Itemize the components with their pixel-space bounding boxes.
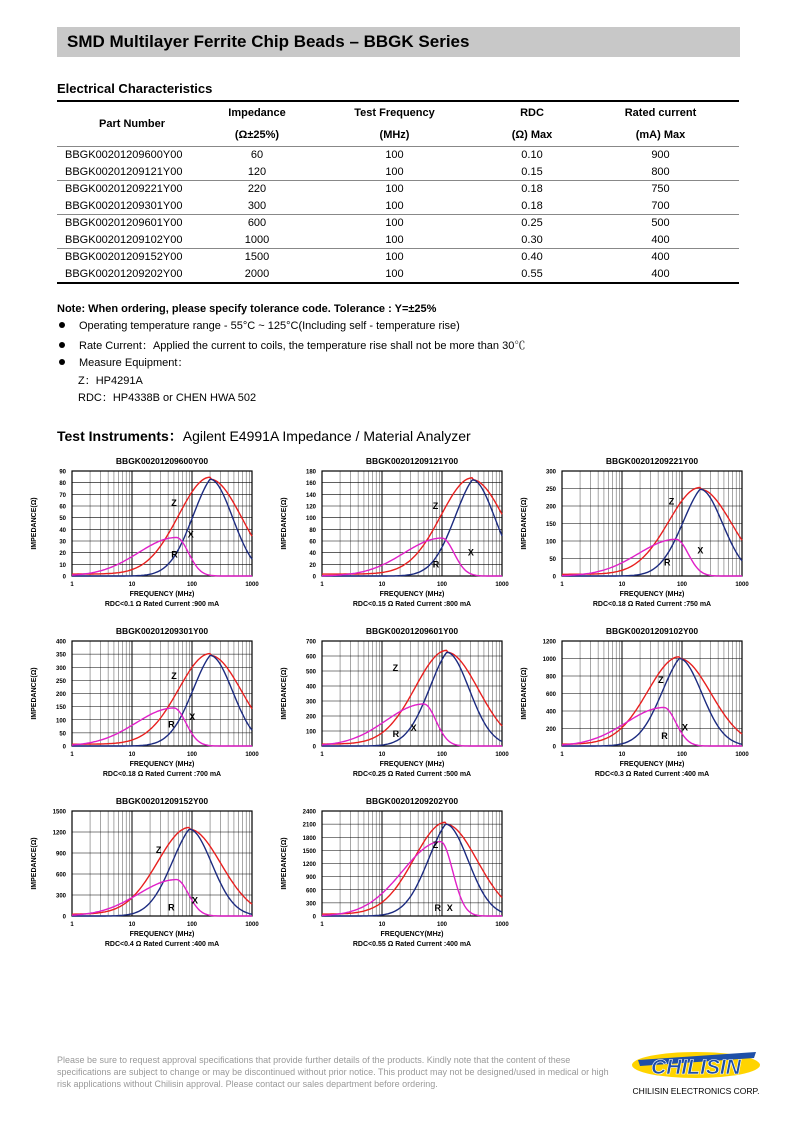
table-row xyxy=(57,266,739,284)
section-title-electrical: Electrical Characteristics xyxy=(57,81,213,96)
bullet-dot xyxy=(59,342,65,348)
y-axis-label: IMPEDANCE(Ω) xyxy=(281,837,288,890)
chart-title: BBGK00201209102Y00 xyxy=(605,626,699,636)
cell-rdc: 0.10 xyxy=(521,149,543,162)
y-tick-label: 1200 xyxy=(302,862,316,868)
chart-title: BBGK00201209202Y00 xyxy=(365,796,459,806)
series-label-z: Z xyxy=(171,671,177,682)
series-label-z: Z xyxy=(171,498,177,508)
x-axis-label: FREQUENCY (MHz) xyxy=(619,591,685,598)
y-tick-label: 900 xyxy=(55,851,66,858)
x-axis-label: FREQUENCY (MHz) xyxy=(379,761,445,768)
cell-freq: 100 xyxy=(307,181,482,198)
col-part-number: Part Number xyxy=(57,101,207,147)
y-tick-label: 800 xyxy=(545,674,556,681)
impedance-chart xyxy=(20,796,270,966)
y-tick-label: 400 xyxy=(545,709,556,716)
x-tick-label: 1 xyxy=(320,922,324,928)
ordering-note: Note: When ordering, please specify tolerance code. Tolerance : Y=±25% xyxy=(57,303,437,315)
impedance-chart xyxy=(20,456,270,626)
chart-title: BBGK00201209600Y00 xyxy=(115,456,209,466)
y-tick-label: 90 xyxy=(59,469,66,476)
x-tick-label: 1000 xyxy=(735,752,749,758)
y-tick-label: 1200 xyxy=(52,830,66,837)
bullet-temperature xyxy=(57,320,460,332)
series-label-x: X xyxy=(446,902,453,913)
cell-imp: 2000 xyxy=(207,266,307,284)
page-title: SMD Multilayer Ferrite Chip Beads – BBGK Series xyxy=(57,27,740,57)
col-frequency: Test Frequency xyxy=(307,101,482,124)
y-tick-label: 0 xyxy=(312,914,316,921)
y-tick-label: 80 xyxy=(309,527,316,534)
test-instruments-label: Test Instruments： xyxy=(57,428,183,444)
impedance-chart xyxy=(510,626,760,796)
y-tick-label: 0 xyxy=(312,744,316,751)
chart-svg xyxy=(510,626,760,796)
x-tick-label: 10 xyxy=(618,582,626,588)
chart-svg xyxy=(20,626,270,796)
col-frequency-unit: (MHz) xyxy=(307,124,482,147)
y-tick-label: 40 xyxy=(309,551,316,558)
cell-cur: 400 xyxy=(582,249,739,266)
x-tick-label: 100 xyxy=(436,752,448,758)
company-logo xyxy=(626,1048,766,1098)
y-axis-label: IMPEDANCE(Ω) xyxy=(31,497,38,550)
y-tick-label: 2100 xyxy=(302,822,316,829)
chart-caption: RDC<0.15 Ω Rated Current :800 mA xyxy=(352,601,472,608)
y-tick-label: 20 xyxy=(59,551,66,558)
x-tick-label: 100 xyxy=(436,582,448,588)
series-label-x: X xyxy=(189,711,196,722)
cell-rdc: 0.15 xyxy=(521,165,543,178)
cell-part: BBGK00201209600Y00 xyxy=(65,149,183,162)
x-tick-label: 1000 xyxy=(245,752,259,758)
y-tick-label: 1200 xyxy=(542,639,556,646)
y-tick-label: 0 xyxy=(62,744,66,751)
y-tick-label: 200 xyxy=(305,714,316,721)
y-tick-label: 200 xyxy=(545,504,556,511)
x-tick-label: 1000 xyxy=(245,582,259,588)
series-label-r: R xyxy=(432,559,440,570)
col-current: Rated current xyxy=(582,101,739,124)
series-label-r: R xyxy=(663,557,671,568)
y-tick-label: 100 xyxy=(55,718,66,725)
x-tick-label: 1000 xyxy=(495,922,509,928)
impedance-chart xyxy=(270,456,520,626)
x-tick-label: 1 xyxy=(320,582,324,588)
chart-caption: RDC<0.4 Ω Rated Current :400 mA xyxy=(104,941,220,948)
y-tick-label: 100 xyxy=(305,516,316,523)
chart-svg xyxy=(270,456,520,626)
series-label-r: R xyxy=(168,719,175,730)
y-tick-label: 2400 xyxy=(302,809,316,816)
y-tick-label: 900 xyxy=(305,875,316,882)
x-tick-label: 10 xyxy=(378,582,386,588)
y-axis-label: IMPEDANCE(Ω) xyxy=(281,497,288,550)
cell-freq: 100 xyxy=(385,199,404,212)
cell-rdc: 0.55 xyxy=(482,266,582,284)
plot-frame xyxy=(322,471,502,576)
y-tick-label: 300 xyxy=(55,665,66,672)
x-axis-label: FREQUENCY (MHz) xyxy=(619,761,685,768)
cell-part: BBGK00201209152Y00 xyxy=(57,249,207,266)
cell-rdc: 0.25 xyxy=(482,215,582,232)
curve-z xyxy=(322,478,502,574)
chart-title: BBGK00201209301Y00 xyxy=(115,626,209,636)
cell-part: BBGK00201209121Y00 xyxy=(65,165,183,178)
curve-x xyxy=(72,829,252,916)
series-label-z: Z xyxy=(432,500,439,511)
series-label-r: R xyxy=(168,902,175,913)
y-tick-label: 350 xyxy=(55,652,66,659)
curve-z xyxy=(72,477,252,574)
chart-title: BBGK00201209601Y00 xyxy=(365,626,459,636)
cell-cur: 800 xyxy=(651,165,670,178)
series-label-z: Z xyxy=(155,845,162,855)
y-tick-label: 600 xyxy=(55,872,66,879)
y-tick-label: 50 xyxy=(549,557,556,563)
bullet-text: Operating temperature range - 55°C ~ 125°C(Including self - temperature rise) xyxy=(79,320,460,332)
y-tick-label: 0 xyxy=(552,574,556,581)
y-tick-label: 60 xyxy=(309,539,316,546)
col-rdc: RDC xyxy=(482,101,582,124)
y-tick-label: 0 xyxy=(62,914,66,921)
cell-imp: 600 xyxy=(207,215,307,232)
cell-imp: 1000 xyxy=(244,233,270,246)
x-tick-label: 100 xyxy=(676,582,688,588)
cell-freq: 100 xyxy=(307,249,482,266)
y-tick-label: 400 xyxy=(55,639,66,646)
curve-x xyxy=(72,479,252,576)
cell-freq: 100 xyxy=(307,215,482,232)
curve-z xyxy=(562,488,742,575)
x-tick-label: 100 xyxy=(186,752,198,758)
chart-caption: RDC<0.3 Ω Rated Current :400 mA xyxy=(594,771,710,778)
y-tick-label: 0 xyxy=(62,574,66,581)
curve-z xyxy=(562,657,742,744)
y-tick-label: 600 xyxy=(305,654,316,661)
curve-x xyxy=(72,656,252,747)
logo-wordmark: CHILISIN xyxy=(651,1056,741,1079)
bullet-text: Measure Equipment： xyxy=(79,357,189,369)
x-tick-label: 1 xyxy=(70,582,74,588)
impedance-chart xyxy=(510,456,760,626)
x-tick-label: 100 xyxy=(186,922,198,928)
y-tick-label: 0 xyxy=(312,574,316,581)
cell-part: BBGK00201209102Y00 xyxy=(65,233,183,246)
company-name: CHILISIN ELECTRONICS CORP. xyxy=(632,1086,760,1096)
y-tick-label: 150 xyxy=(55,705,66,712)
col-current-unit: (mA) Max xyxy=(582,124,739,147)
plot-frame xyxy=(72,811,252,916)
y-tick-label: 700 xyxy=(305,639,316,646)
cell-part: BBGK00201209221Y00 xyxy=(57,181,207,198)
series-label-x: X xyxy=(187,529,194,540)
y-tick-label: 150 xyxy=(545,522,556,528)
cell-imp: 300 xyxy=(247,199,267,212)
cell-part: BBGK00201209601Y00 xyxy=(57,215,207,232)
y-tick-label: 1000 xyxy=(542,657,556,663)
y-tick-label: 50 xyxy=(59,516,66,523)
series-label-x: X xyxy=(697,545,704,556)
x-tick-label: 100 xyxy=(676,752,688,758)
cell-rdc: 0.30 xyxy=(521,233,543,246)
y-tick-label: 40 xyxy=(59,527,66,534)
x-tick-label: 10 xyxy=(618,752,626,758)
chart-svg xyxy=(270,626,520,796)
y-tick-label: 500 xyxy=(305,669,316,676)
y-tick-label: 60 xyxy=(59,504,66,511)
cell-cur: 400 xyxy=(651,233,670,246)
cell-rdc: 0.18 xyxy=(521,199,543,212)
cell-rdc: 0.18 xyxy=(482,181,582,198)
table-row xyxy=(57,198,739,215)
table-row xyxy=(57,249,739,266)
series-label-r: R xyxy=(434,902,442,913)
y-tick-label: 1500 xyxy=(52,809,66,816)
x-tick-label: 10 xyxy=(378,922,386,928)
y-tick-label: 160 xyxy=(305,481,316,488)
series-label-z: Z xyxy=(658,675,664,685)
table-row xyxy=(57,215,739,232)
equipment-rdc: RDC：HP4338B or CHEN HWA 502 xyxy=(78,392,257,404)
col-impedance-unit: (Ω±25%) xyxy=(207,124,307,147)
chart-caption: RDC<0.25 Ω Rated Current :500 mA xyxy=(352,771,472,778)
chart-svg xyxy=(510,456,760,626)
x-axis-label: FREQUENCY (MHz) xyxy=(129,931,195,938)
y-tick-label: 400 xyxy=(305,684,316,691)
y-tick-label: 100 xyxy=(545,539,556,546)
impedance-chart xyxy=(270,626,520,796)
chart-svg xyxy=(270,796,520,966)
y-axis-label: IMPEDANCE(Ω) xyxy=(521,667,528,720)
chart-caption: RDC<0.18 Ω Rated Current :750 mA xyxy=(592,601,712,608)
chart-title: BBGK00201209121Y00 xyxy=(365,456,459,466)
x-axis-label: FREQUENCY (MHz) xyxy=(379,591,445,598)
curve-z xyxy=(322,822,502,914)
chilisin-logo xyxy=(626,1048,766,1098)
y-tick-label: 10 xyxy=(59,562,66,569)
x-tick-label: 100 xyxy=(436,922,448,928)
series-label-z: Z xyxy=(432,840,439,851)
x-tick-label: 1000 xyxy=(495,752,509,758)
curve-r xyxy=(322,842,502,916)
y-tick-label: 140 xyxy=(305,492,316,499)
y-tick-label: 70 xyxy=(59,492,66,499)
series-label-r: R xyxy=(661,731,668,741)
cell-freq: 100 xyxy=(307,266,482,284)
y-tick-label: 100 xyxy=(305,729,316,736)
series-label-z: Z xyxy=(668,496,675,507)
y-tick-label: 50 xyxy=(59,731,66,738)
test-instruments-value: Agilent E4991A Impedance / Material Analyzer xyxy=(182,428,471,444)
curve-x xyxy=(562,489,742,576)
series-label-r: R xyxy=(392,729,400,739)
cell-imp: 220 xyxy=(207,181,307,198)
y-tick-label: 30 xyxy=(59,539,66,546)
impedance-chart xyxy=(270,796,520,966)
series-label-x: X xyxy=(410,723,417,733)
x-axis-label: FREQUENCY(MHz) xyxy=(380,931,444,938)
chart-title: BBGK00201209221Y00 xyxy=(605,456,699,466)
test-instruments xyxy=(57,426,471,446)
cell-imp: 60 xyxy=(250,149,264,162)
cell-cur: 400 xyxy=(582,266,739,284)
cell-freq: 100 xyxy=(385,233,404,246)
cell-cur: 900 xyxy=(651,149,670,162)
y-tick-label: 200 xyxy=(545,727,556,733)
table-row xyxy=(57,232,739,249)
series-label-x: X xyxy=(192,895,199,906)
x-axis-label: FREQUENCY (MHz) xyxy=(129,591,195,598)
impedance-chart xyxy=(20,626,270,796)
col-impedance: Impedance xyxy=(207,101,307,124)
y-axis-label: IMPEDANCE(Ω) xyxy=(31,837,38,890)
table-row xyxy=(57,181,739,198)
series-label-z: Z xyxy=(392,663,399,673)
chart-svg xyxy=(20,456,270,626)
x-axis-label: FREQUENCY (MHz) xyxy=(129,761,195,768)
equipment-z: Z：HP4291A xyxy=(78,375,143,387)
x-tick-label: 1 xyxy=(560,582,564,588)
table-row xyxy=(57,147,739,164)
x-tick-label: 1 xyxy=(70,752,74,758)
y-tick-label: 600 xyxy=(305,888,316,895)
x-tick-label: 10 xyxy=(128,922,136,928)
x-tick-label: 10 xyxy=(378,752,386,758)
cell-freq: 100 xyxy=(385,165,404,178)
x-tick-label: 10 xyxy=(128,752,136,758)
y-tick-label: 300 xyxy=(545,469,556,476)
bullet-equipment xyxy=(57,354,188,370)
series-label-x: X xyxy=(682,722,689,733)
x-tick-label: 1000 xyxy=(495,582,509,588)
y-tick-label: 300 xyxy=(305,901,316,908)
chart-title: BBGK00201209152Y00 xyxy=(115,796,209,806)
cell-rdc: 0.40 xyxy=(482,249,582,266)
x-tick-label: 1 xyxy=(70,922,74,928)
table-row xyxy=(57,164,739,181)
y-tick-label: 200 xyxy=(55,692,66,698)
bullet-text: Rate Current：Applied the current to coils, the temperature rise shall not be more than 30℃ xyxy=(79,340,526,352)
footer-disclaimer: Please be sure to request approval specifications that provide further details of the products. Kindly note that the content of these specifications are subject to change or may be discontinued without prior notice. This product may not be designed/used in medical or high risk applications without Chilisin approval. Please contact our sales department before ordering. xyxy=(57,1055,609,1089)
cell-imp: 120 xyxy=(247,165,267,178)
x-tick-label: 100 xyxy=(186,582,198,588)
y-tick-label: 180 xyxy=(305,469,316,476)
chart-caption: RDC<0.55 Ω Rated Current :400 mA xyxy=(352,941,472,948)
curve-x xyxy=(562,659,742,746)
y-tick-label: 80 xyxy=(59,481,66,488)
y-axis-label: IMPEDANCE(Ω) xyxy=(521,497,528,550)
cell-cur: 500 xyxy=(582,215,739,232)
y-tick-label: 300 xyxy=(55,893,66,900)
y-tick-label: 250 xyxy=(55,678,66,685)
y-tick-label: 600 xyxy=(545,692,556,698)
plot-frame xyxy=(72,471,252,576)
bullet-dot xyxy=(59,359,65,365)
y-tick-label: 0 xyxy=(552,744,556,751)
chart-svg xyxy=(20,796,270,966)
bullet-rate-current xyxy=(57,337,525,353)
cell-part: BBGK00201209301Y00 xyxy=(65,199,183,212)
cell-freq: 100 xyxy=(385,149,404,162)
series-label-r: R xyxy=(171,549,178,560)
x-tick-label: 1000 xyxy=(735,582,749,588)
chart-caption: RDC<0.1 Ω Rated Current :900 mA xyxy=(104,601,220,608)
bullet-dot xyxy=(59,322,65,328)
curve-z xyxy=(72,828,252,915)
cell-cur: 700 xyxy=(651,199,670,212)
col-rdc-unit: (Ω) Max xyxy=(482,124,582,147)
cell-cur: 750 xyxy=(582,181,739,198)
y-axis-label: IMPEDANCE(Ω) xyxy=(281,667,288,720)
y-tick-label: 1500 xyxy=(302,848,316,855)
y-axis-label: IMPEDANCE(Ω) xyxy=(31,667,38,720)
x-tick-label: 1000 xyxy=(245,922,259,928)
cell-imp: 1500 xyxy=(207,249,307,266)
curve-r xyxy=(322,538,502,576)
chart-caption: RDC<0.18 Ω Rated Current :700 mA xyxy=(102,771,222,778)
electrical-table xyxy=(57,100,739,284)
y-tick-label: 120 xyxy=(305,504,316,511)
y-tick-label: 1800 xyxy=(302,835,316,842)
x-tick-label: 1 xyxy=(560,752,564,758)
series-label-x: X xyxy=(467,547,474,558)
x-tick-label: 10 xyxy=(128,582,136,588)
y-tick-label: 250 xyxy=(545,487,556,493)
curve-x xyxy=(322,824,502,916)
cell-part: BBGK00201209202Y00 xyxy=(57,266,207,284)
y-tick-label: 20 xyxy=(309,562,316,569)
y-tick-label: 300 xyxy=(305,699,316,706)
x-tick-label: 1 xyxy=(320,752,324,758)
